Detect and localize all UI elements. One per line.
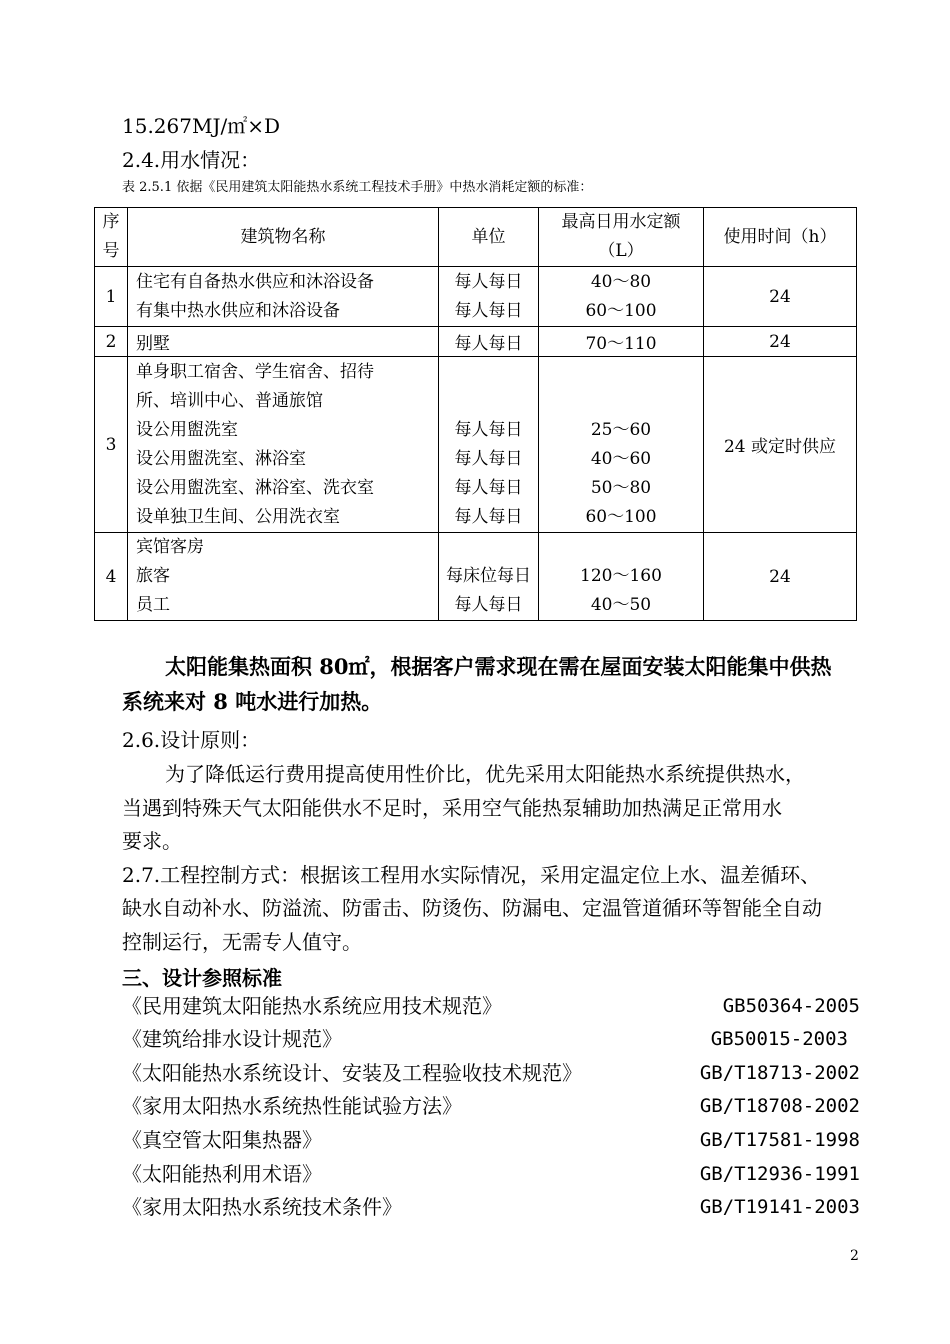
- row-names: 单身职工宿舍、学生宿舍、招待 所、培训中心、普通旅馆 设公用盥洗室 设公用盥洗室、淋浴室 设公用盥洗室、淋浴室、洗衣室 设单独卫生间、公用洗衣室: [128, 357, 439, 533]
- standard-row: [122, 1059, 860, 1087]
- row-names: 宾馆客房 旅客 员工: [128, 533, 439, 621]
- unit-line: 15.267MJ/㎡×D: [122, 114, 281, 138]
- standard-code: GB/T18713-2002: [699, 1062, 860, 1084]
- standard-row: [122, 1160, 860, 1188]
- row-quotas: 70～110: [539, 327, 704, 357]
- row-quotas: 25～60 40～60 50～80 60～100: [539, 357, 704, 533]
- standard-code: GB/T17581-1998: [699, 1129, 860, 1151]
- section-2-7-para-2: 缺水自动补水、防溢流、防雷击、防烫伤、防漏电、定温管道循环等智能全自动: [122, 896, 822, 920]
- summary-line-1: 太阳能集热面积 80㎡，根据客户需求现在需在屋面安装太阳能集中供热: [165, 654, 832, 679]
- row-time: 24: [704, 327, 857, 357]
- standard-name: 《真空管太阳集热器》: [122, 1128, 322, 1152]
- row-time: 24: [704, 267, 857, 327]
- section-2-6-para-3: 要求。: [122, 829, 182, 853]
- header-unit: 单位: [439, 208, 539, 267]
- standard-name: 《太阳能热利用术语》: [122, 1162, 322, 1186]
- row-units: 每人每日 每人每日 每人每日 每人每日: [439, 357, 539, 533]
- table-row: [95, 327, 857, 357]
- row-time: 24 或定时供应: [704, 357, 857, 533]
- standard-code: GB50015-2003: [710, 1028, 848, 1050]
- row-names: 别墅: [128, 327, 439, 357]
- standard-name: 《太阳能热水系统设计、安装及工程验收技术规范》: [122, 1061, 582, 1085]
- page-number: 2: [850, 1248, 859, 1264]
- section-2-6-title: 2.6.设计原则：: [122, 728, 261, 752]
- standard-code: GB/T19141-2003: [699, 1196, 860, 1218]
- row-no: 2: [95, 327, 128, 357]
- hot-water-quota-table: [94, 207, 857, 621]
- row-units: 每床位每日 每人每日: [439, 533, 539, 621]
- table-caption: 表 2.5.1 依据《民用建筑太阳能热水系统工程技术手册》中热水消耗定额的标准：: [122, 180, 593, 195]
- standard-name: 《家用太阳热水系统技术条件》: [122, 1195, 402, 1219]
- row-no: 4: [95, 533, 128, 621]
- table-row: [95, 267, 857, 327]
- section-2-6-para-2: 当遇到特殊天气太阳能供水不足时，采用空气能热泵辅助加热满足正常用水: [122, 796, 782, 820]
- standard-row: [122, 1126, 860, 1154]
- standard-name: 《民用建筑太阳能热水系统应用技术规范》: [122, 994, 502, 1018]
- header-no: 序 号: [95, 208, 128, 267]
- row-time: 24: [704, 533, 857, 621]
- standard-code: GB/T12936-1991: [699, 1163, 860, 1185]
- standard-row: [122, 1193, 860, 1221]
- row-no: 1: [95, 267, 128, 327]
- summary-line-2: 系统来对 8 吨水进行加热。: [122, 689, 383, 714]
- section-2-6-para-1: 为了降低运行费用提高使用性价比，优先采用太阳能热水系统提供热水，: [165, 762, 805, 786]
- standard-name: 《建筑给排水设计规范》: [122, 1027, 342, 1051]
- standard-name: 《家用太阳热水系统热性能试验方法》: [122, 1094, 462, 1118]
- table-row: [95, 533, 857, 621]
- section-2-4-title: 2.4.用水情况：: [122, 148, 261, 172]
- row-units: 每人每日: [439, 327, 539, 357]
- table-header-row: [95, 208, 857, 267]
- table-row: [95, 357, 857, 533]
- header-quota: 最高日用水定额 （L）: [539, 208, 704, 267]
- header-name: 建筑物名称: [128, 208, 439, 267]
- section-2-7-para-3: 控制运行，无需专人值守。: [122, 930, 362, 954]
- row-units: 每人每日 每人每日: [439, 267, 539, 327]
- section-3-title: 三、设计参照标准: [122, 966, 282, 990]
- standard-code: GB50364-2005: [722, 995, 860, 1017]
- row-quotas: 120～160 40～50: [539, 533, 704, 621]
- standard-row: [122, 992, 860, 1020]
- section-2-7-para-1: 2.7.工程控制方式：根据该工程用水实际情况，采用定温定位上水、温差循环、: [122, 863, 821, 887]
- standard-row: [122, 1092, 860, 1120]
- row-no: 3: [95, 357, 128, 533]
- row-quotas: 40～80 60～100: [539, 267, 704, 327]
- header-time: 使用时间（h）: [704, 208, 857, 267]
- standard-code: GB/T18708-2002: [699, 1095, 860, 1117]
- standard-row: [122, 1025, 860, 1053]
- row-names: 住宅有自备热水供应和沐浴设备 有集中热水供应和沐浴设备: [128, 267, 439, 327]
